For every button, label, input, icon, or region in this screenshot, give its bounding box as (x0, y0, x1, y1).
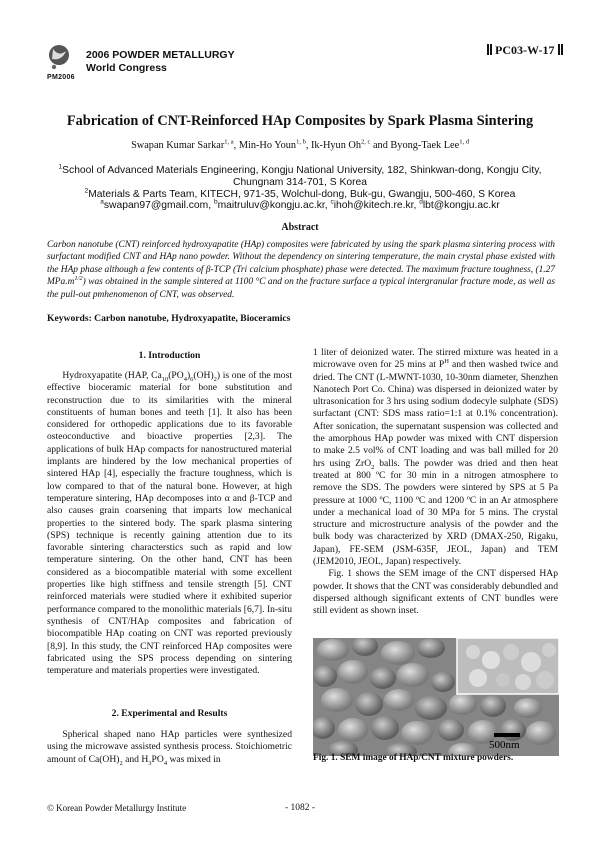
paper-code: PC03-W-17 (487, 43, 563, 58)
experimental-text: Spherical shaped nano HAp particles were synthesized using the microwave assisted synthesis process. Stoichiometric amount of $Ca(OH)_2$ and $H_3PO_4$ was mixed in (47, 729, 292, 767)
page-number: - 1082 - (284, 803, 316, 813)
author-name: Swapan Kumar Sarkar (131, 140, 225, 151)
affiliation-2: $^2$Materials & Parts Team, KITECH, 971-35, Wolchul-dong, Buk-gu, Gwangju, 500-460, S Korea (84, 187, 516, 200)
figure-caption: Fig. 1. SEM image of HAp/CNT mixture powders. (313, 753, 514, 763)
conference-subtitle: World Congress (86, 62, 167, 74)
sem-micrograph-image (313, 638, 559, 756)
author-list: Swapan Kumar Sarkar$^{1, a}$, Min-Ho Youn$^{1, b}$, Ik-Hyun Oh$^{2, c}$ and Byong-Taek Lee$^{1, d}$ (131, 138, 469, 151)
introduction-text: Hydroxyapatite (HAP, $Ca_{10}(PO_4)_6(OH)_2$) is one of the most effective bioceramic material for bone substitution and reconstruction due to its similarities with the mineral constituents of human bones and teeth [1]. It also has been considered for orthopedic applications due to its favorable osteoconductive and bioactive properties [2,3]. The applications of bulk HAp compacts for nanostructured material implants are hindered by the low mechanical properties of sintered HAp [4], especially the fracture toughness, which is low compared to that of the natural bone. However, at high temperature sintering, HAp decomposes into α and β-TCP and also causes grain coarsening that imparts low mechanical properties to the sintered body. The spark plasma sintering (SPS) technique is recently gaining attention due to its favorable sintering characterstics such as rapid and low temperature sintering. On the other hand, CNT has been considered as a biocompatible material with some excellent properties like high stiffness and tensile strength [5]. CNT reinforced materials were studied where it exhibited superior performance compared to the monolithic materials [6,7]. In-situ synthesis of CNT/HAp composites and fabrication of biocompatible HAp coating on CNT was reported previously [8,9]. In this study, the CNT reinforced HAp composites were fabricated using the SPS process depending on sintering temperature and materials properties were investigated. (47, 370, 292, 677)
conference-name: 2006 POWDER METALLURGY (86, 49, 235, 61)
author-name: Byong-Taek Lee (390, 140, 460, 151)
copyright-notice: © Korean Powder Metallurgy Institute (47, 803, 187, 813)
logo-text: PM2006 (47, 74, 75, 81)
sem-image-figure (313, 638, 559, 756)
affiliation-1: $^1$School of Advanced Materials Engineering, Kongju National University, 182, Shinkwan-dong, Kongju City, Chungnam 314-701, S Korea (58, 163, 542, 188)
experimental-text-continued: 1 liter of deionized water. The stirred mixture was heated in a microwave oven for 25 mins at $P^H$ and then washed twice and dried. The CNT (L-MWNT-1030, 10-30nm diameter, Shenzhen Nanotech Port Co. China) was dispersed in deionized water by ultrasonication for 3 hrs using sodium dodecyle sulphate (SDS) surfactant (CNT: SDS mass ratio=1:1 at 0.1% concentration). After sonication, the supernatant suspension was collected and the amorphous HAp powder was mixed with CNT dispersion to make 2.5 vol% of CNT loading and was ball milled for 20 hrs using ZrO$_2$ balls. The powder was dried and then heat treated at 800 ºC for 30 min in a nitrogen atmosphere to remove the SDS. The powders were sintered by SPS at 5 Pa pressure at 1000 ºC, 1100 ºC and 1200 ºC in an Ar atmosphere under a mechanical load of 30 MPa for 5 mins. The crystal structure and microstructure analysis of the powder and the bulk body was characterized by XRD (DMAX-250, Rigaku, Japan), FE-SEM (JSM-635F, JEOL, Japan) and TEM (JEM2010, JEOL, Japan) respectively. Fig. 1 shows the SEM image of the CNT dispersed HAp powder. It shows that the CNT was considerably debundled and dispersed although significant extents of CNT bundles were still evident as shown inset. (313, 347, 559, 617)
email-link[interactable]: maitruluv@kongju.ac.kr (217, 200, 325, 211)
paper-title: Fabrication of CNT-Reinforced HAp Composites by Spark Plasma Sintering (66, 113, 534, 129)
scale-bar-label: 500nm (489, 739, 520, 751)
abstract-text: Carbon nanotube (CNT) reinforced hydroxyapatite (HAp) composites were fabricated by using the spark plasma sintering process with surfactant modified CNT and HAp nano powder. Without the dependency on sintering temperature, the main crystal phase existed with the HAp phase although a few contents of β-TCP (Tri calcium phosphate) phase were detected. The maximum fracture toughness, (1.27 $MPa.m^{1/2}$) was obtained in the sample sintered at 1100 °C and on the fracture surface a typical intergranular fracture mode, as well as the pull-out pmhenomenon of CNT, was observed. (47, 240, 555, 300)
author-emails: $^a$swapan97@gmail.com, $^b$maitruluv@kongju.ac.kr, $^c$ihoh@kitech.re.kr, $^d$lbt@kongju.ac.kr (100, 198, 500, 211)
email-link[interactable]: ihoh@kitech.re.kr (333, 200, 414, 211)
author-name: Min-Ho Youn (238, 140, 297, 151)
section-heading-experimental: 2. Experimental and Results (111, 708, 228, 719)
email-link[interactable]: lbt@kongju.ac.kr (422, 200, 500, 211)
keywords: Keywords: Carbon nanotube, Hydroxyapatite, Bioceramics (47, 313, 291, 324)
abstract-heading: Abstract (281, 222, 319, 233)
email-link[interactable]: swapan97@gmail.com (103, 200, 209, 211)
scale-bar (494, 733, 520, 737)
author-name: Ik-Hyun Oh (310, 140, 362, 151)
section-heading-introduction: 1. Introduction (138, 350, 201, 361)
